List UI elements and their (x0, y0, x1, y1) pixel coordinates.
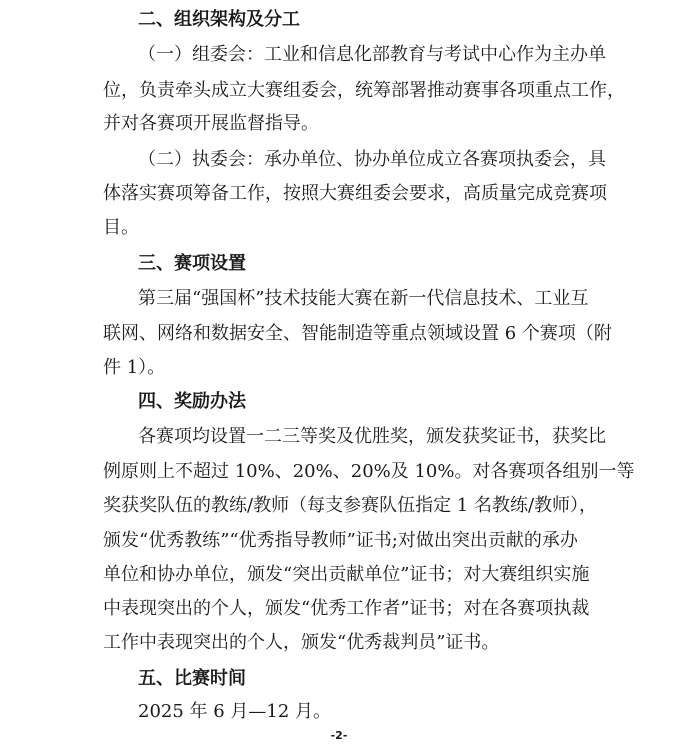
section-heading-events: 三、赛项设置 (138, 253, 246, 274)
paragraph-line: 第三届“强国杯”技术技能大赛在新一代信息技术、工业互 (138, 288, 589, 309)
paragraph-line: 奖获奖队伍的教练/教师（每支参赛队伍指定 1 名教练/教师）， (103, 495, 598, 516)
paragraph-line: 各赛项均设置一二三等奖及优胜奖，颁发获奖证书，获奖比 (138, 426, 606, 447)
page-number: -2- (330, 729, 348, 742)
paragraph-line: 工作中表现突出的个人，颁发“优秀裁判员”证书。 (103, 632, 500, 653)
section-heading-schedule: 五、比赛时间 (138, 668, 246, 689)
paragraph-line: 件 1）。 (103, 357, 166, 378)
paragraph-line: （一）组委会：工业和信息化部教育与考试中心作为主办单 (138, 44, 606, 65)
paragraph-line: 体落实赛项筹备工作，按照大赛组委会要求，高质量完成竞赛项 (103, 183, 607, 204)
paragraph-line: 颁发“优秀教练”“优秀指导教师”证书;对做出突出贡献的承办 (103, 530, 578, 551)
paragraph-line: 例原则上不超过 10%、20%、20%及 10%。对各赛项各组别一等 (103, 461, 635, 482)
paragraph-line: 中表现突出的个人，颁发“优秀工作者”证书；对在各赛项执裁 (103, 598, 590, 619)
section-heading-awards: 四、奖励办法 (138, 391, 246, 412)
paragraph-line: 并对各赛项开展监督指导。 (103, 113, 319, 134)
paragraph-line: 目。 (103, 217, 139, 238)
paragraph-line: 2025 年 6 月—12 月。 (138, 701, 332, 722)
paragraph-line: 联网、网络和数据安全、智能制造等重点领域设置 6 个赛项（附 (103, 323, 612, 344)
paragraph-line: 位，负责牵头成立大赛组委会，统筹部署推动赛事各项重点工作， (103, 80, 625, 101)
section-heading-organization: 二、组织架构及分工 (138, 9, 300, 30)
paragraph-line: 单位和协办单位，颁发“突出贡献单位”证书；对大赛组织实施 (103, 564, 590, 585)
paragraph-line: （二）执委会：承办单位、协办单位成立各赛项执委会，具 (138, 149, 606, 170)
